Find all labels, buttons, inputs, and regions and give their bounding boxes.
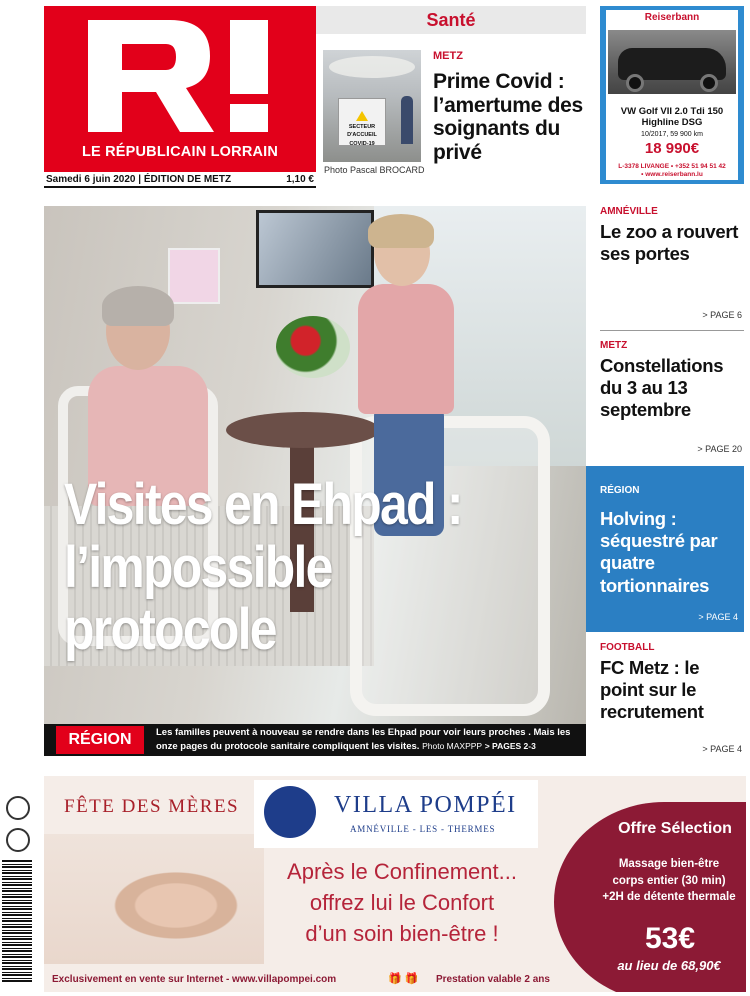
car-wheel-front — [626, 74, 644, 92]
visitor-body — [358, 284, 454, 414]
offer-description — [584, 856, 746, 906]
car-ad-brand: Reiserbann — [644, 12, 700, 23]
teaser-kicker: AMNÉVILLE — [600, 206, 658, 217]
ad-footer[interactable]: Exclusivement en vente sur Internet - www.villapompei.com — [52, 974, 337, 985]
teaser-kicker: RÉGION — [600, 485, 640, 496]
main-headline[interactable]: Visites en Ehpad : l’impossible protocole — [64, 472, 462, 663]
car-advertisement[interactable] — [600, 6, 744, 184]
hazard-icon — [356, 111, 368, 121]
sante-photo[interactable] — [323, 50, 421, 162]
car-photo — [608, 30, 736, 94]
recycle-icon — [6, 796, 30, 820]
masthead-logo[interactable] — [44, 6, 316, 172]
person-figure — [401, 96, 413, 144]
main-caption-text: Les familles peuvent à nouveau se rendre dans les Ehpad pour voir leurs proches . Mais les onze pages du protocole sanitaire compliquent les visites. — [156, 727, 571, 752]
slogan-line: offrez lui le Confort — [309, 890, 495, 916]
logo-r-icon — [88, 20, 272, 132]
villa-name: VILLA POMPÉI — [334, 792, 517, 818]
barcode — [2, 860, 32, 982]
car-price: 18 990€ — [644, 140, 700, 157]
main-caption — [156, 726, 584, 754]
teaser-holving[interactable] — [586, 466, 744, 632]
covid-sign — [338, 98, 386, 146]
teaser-page-ref[interactable]: > PAGE 20 — [697, 444, 742, 454]
teaser-kicker: METZ — [600, 340, 628, 351]
slogan-line: Après le Confinement... — [287, 859, 517, 884]
teaser-page-ref[interactable]: > PAGE 6 — [702, 310, 742, 320]
offer-line: corps entier (30 min) — [612, 874, 726, 887]
teaser-fc-metz[interactable] — [600, 642, 744, 762]
main-region-tag[interactable]: RÉGION — [56, 726, 144, 754]
dateline — [44, 174, 316, 188]
paper-name: LE RÉPUBLICAIN LORRAIN — [81, 144, 279, 160]
teaser-page-ref[interactable]: > PAGE 4 — [698, 612, 738, 622]
villa-logo-icon — [264, 786, 316, 838]
flower-bouquet — [276, 316, 350, 378]
villa-location: AMNÉVILLE - LES - THERMES — [350, 824, 496, 834]
main-page-ref[interactable]: > PAGES 2-3 — [484, 740, 536, 751]
sante-kicker: METZ — [433, 50, 463, 62]
ceiling-light — [329, 56, 415, 78]
slogan-line: d’un soin bien-être ! — [305, 921, 499, 947]
covid-sign-text: SECTEUR D'ACCUEIL COVID-19 — [347, 124, 377, 147]
side-icons — [3, 796, 33, 860]
visitor-hair — [368, 214, 434, 248]
ad-slogan — [252, 856, 552, 950]
teaser-headline: FC Metz : le point sur le recrutement — [600, 657, 704, 723]
teaser-headline: Le zoo a rouvert ses portes — [600, 221, 739, 265]
teaser-headline: Constellations du 3 au 13 septembre — [600, 355, 724, 421]
issue-price: 1,10 € — [286, 174, 314, 185]
massage-photo — [44, 834, 264, 964]
car-website: • www.reiserbann.lu — [641, 170, 703, 178]
offer-line: Massage bien-être — [618, 858, 720, 870]
offer-title: Offre Sélection — [618, 820, 732, 837]
offer-price: 53€ — [644, 922, 696, 955]
paper-origin-icon — [6, 828, 30, 852]
villa-pompei-advertisement[interactable] — [44, 776, 746, 992]
offer-old-price: au lieu de 68,90€ — [617, 958, 721, 973]
teaser-divider — [600, 330, 744, 331]
section-sante[interactable]: Santé — [316, 6, 586, 34]
round-table — [226, 412, 380, 448]
ad-fete-des-meres: FÊTE DES MÈRES — [64, 796, 240, 817]
teaser-kicker: FOOTBALL — [600, 642, 655, 653]
wall-painting — [256, 210, 374, 288]
teaser-constellations[interactable] — [600, 340, 744, 460]
car-contact — [606, 163, 738, 179]
sante-photo-credit: Photo Pascal BROCARD — [324, 165, 425, 175]
issue-date: Samedi 6 juin 2020 | ÉDITION DE METZ — [46, 174, 232, 185]
main-photo-credit: Photo MAXPPP — [422, 740, 483, 751]
car-wheel-rear — [700, 74, 718, 92]
car-specs: 10/2017, 59 900 km — [641, 131, 703, 138]
car-model: VW Golf VII 2.0 Tdi 150 Highline DSG — [620, 106, 724, 129]
sante-headline[interactable]: Prime Covid : l’amertume des soignants du privé — [433, 70, 583, 164]
car-phone: L-3378 LIVANGE • +352 51 94 51 42 — [618, 163, 726, 170]
main-photo[interactable] — [44, 206, 586, 724]
teaser-zoo[interactable] — [600, 206, 744, 326]
elderly-woman-hair — [102, 286, 174, 326]
offer-line: +2H de détente thermale — [602, 891, 736, 904]
ad-footer-validity: Prestation valable 2 ans — [436, 974, 550, 985]
teaser-page-ref[interactable]: > PAGE 4 — [702, 744, 742, 754]
gift-icon: 🎁 🎁 — [388, 973, 419, 985]
wall-drawing — [168, 248, 220, 304]
teaser-headline: Holving : séquestré par quatre tortionnaires — [600, 508, 718, 596]
villa-brand-box — [254, 780, 538, 848]
